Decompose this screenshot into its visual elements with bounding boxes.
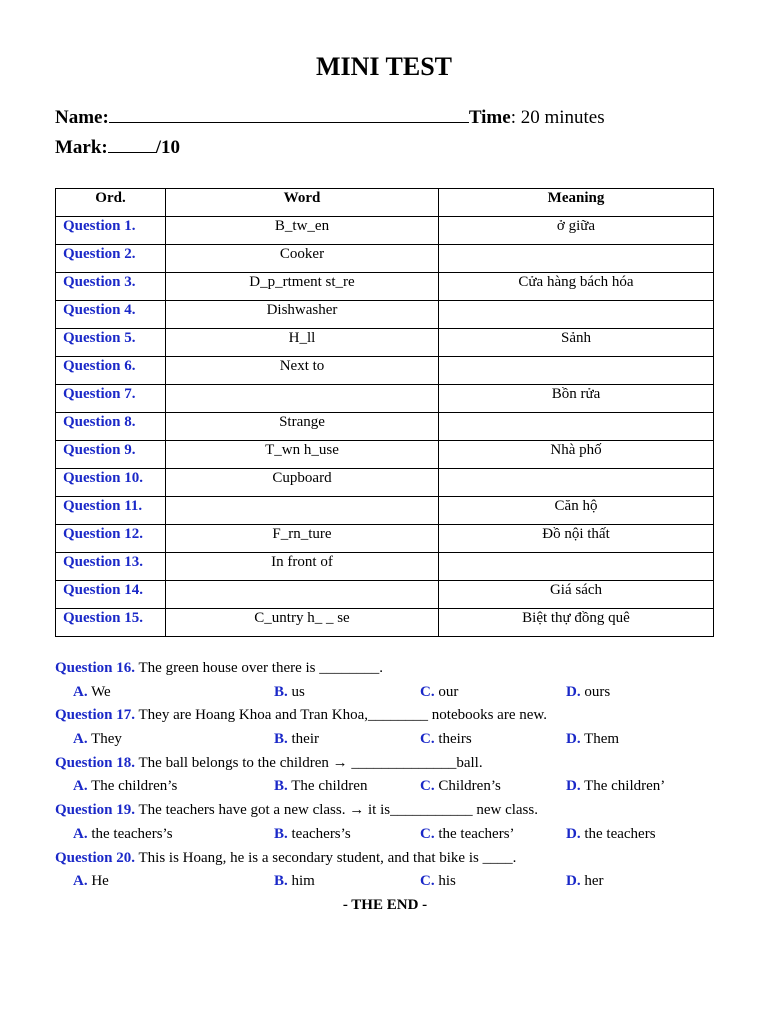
option-text: teachers’s — [287, 825, 351, 842]
option-text: us — [287, 683, 305, 700]
meaning-cell: Bồn rửa — [439, 385, 714, 413]
option-text: Children’s — [434, 778, 501, 795]
question-number: Question 3. — [56, 273, 166, 301]
question-text: The teachers have got a new class. → it is___________ new class. — [135, 802, 538, 819]
question-number: Question 2. — [56, 245, 166, 273]
table-row — [56, 553, 714, 581]
page-title: MINI TEST — [315, 52, 453, 81]
time-label: Time — [468, 107, 511, 128]
option-letter: B. — [274, 825, 288, 842]
time-value: : 20 minutes — [510, 107, 605, 128]
answer-option[interactable] — [566, 870, 604, 894]
answer-option[interactable] — [420, 870, 456, 894]
meaning-cell: Biệt thự đồng quê — [439, 609, 714, 637]
multiple-choice-section — [55, 657, 725, 918]
mark-line — [55, 136, 180, 159]
option-text: her — [580, 873, 604, 890]
option-text: the teachers’ — [434, 825, 515, 842]
option-letter: B. — [274, 778, 288, 795]
meaning-cell: Căn hộ — [439, 497, 714, 525]
option-text: the teachers — [580, 825, 656, 842]
word-cell: F_rn_ture — [166, 525, 439, 553]
meaning-cell: Giá sách — [439, 581, 714, 609]
question-number: Question 9. — [56, 441, 166, 469]
table-row — [56, 329, 714, 357]
question-text: This is Hoang, he is a secondary student, and that bike is ____. — [135, 849, 517, 866]
table-row — [56, 469, 714, 497]
question-number: Question 15. — [56, 609, 166, 637]
word-cell[interactable] — [166, 581, 439, 609]
mark-total: /10 — [155, 137, 181, 158]
word-cell: Cooker — [166, 245, 439, 273]
option-letter: A. — [73, 731, 88, 748]
answer-option[interactable] — [73, 775, 177, 799]
option-text: The children’s — [87, 778, 178, 795]
table-body — [56, 217, 714, 637]
question-line — [55, 657, 725, 681]
option-letter: B. — [274, 731, 288, 748]
table-row — [56, 217, 714, 245]
answer-options — [55, 681, 725, 705]
option-letter: C. — [420, 778, 435, 795]
word-cell: C_untry h_ _ se — [166, 609, 439, 637]
meaning-cell: Sảnh — [439, 329, 714, 357]
word-cell: Cupboard — [166, 469, 439, 497]
option-text: The children’ — [580, 778, 666, 795]
question-text: The green house over there is ________. — [135, 660, 384, 676]
meaning-cell[interactable] — [439, 413, 714, 441]
table-row — [56, 385, 714, 413]
word-cell: Strange — [166, 413, 439, 441]
option-letter: A. — [73, 778, 88, 795]
question-label: Question 19. — [55, 802, 136, 819]
option-letter: D. — [566, 778, 581, 795]
question-label: Question 16. — [55, 660, 136, 676]
option-text: The children — [287, 778, 368, 795]
option-letter: C. — [420, 683, 435, 700]
answer-option[interactable] — [420, 823, 515, 847]
the-end-footer: - THE END - — [342, 896, 428, 913]
word-cell: Dishwasher — [166, 301, 439, 329]
word-cell[interactable] — [166, 497, 439, 525]
word-cell: Next to — [166, 357, 439, 385]
header-ord: Ord. — [56, 189, 166, 217]
question-number: Question 14. — [56, 581, 166, 609]
name-label: Name: — [55, 107, 109, 128]
question-number: Question 13. — [56, 553, 166, 581]
answer-option[interactable] — [566, 728, 619, 752]
word-cell[interactable] — [166, 385, 439, 413]
answer-options — [55, 775, 725, 799]
option-text: his — [434, 873, 456, 890]
meaning-cell: Cửa hàng bách hóa — [439, 273, 714, 301]
option-text: him — [287, 873, 315, 890]
answer-option[interactable] — [274, 870, 315, 894]
meaning-cell[interactable] — [439, 245, 714, 273]
answer-option[interactable] — [73, 728, 122, 752]
vocabulary-table — [55, 188, 714, 637]
question-line — [55, 704, 725, 728]
option-letter: D. — [566, 825, 581, 842]
table-row — [56, 273, 714, 301]
table-row — [56, 609, 714, 637]
name-time-line — [55, 106, 605, 129]
word-cell: T_wn h_use — [166, 441, 439, 469]
answer-options — [55, 870, 725, 894]
answer-option[interactable] — [274, 823, 351, 847]
option-text: Them — [580, 731, 620, 748]
option-text: ours — [580, 683, 611, 700]
meaning-cell[interactable] — [439, 553, 714, 581]
option-letter: C. — [420, 825, 435, 842]
option-text: the teachers’s — [87, 825, 173, 842]
answer-option[interactable] — [73, 870, 109, 894]
table-row — [56, 301, 714, 329]
header-meaning: Meaning — [439, 189, 714, 217]
word-cell: H_ll — [166, 329, 439, 357]
meaning-cell[interactable] — [439, 301, 714, 329]
answer-options — [55, 823, 725, 847]
answer-option[interactable] — [420, 681, 458, 705]
option-text: We — [87, 683, 111, 700]
answer-option[interactable] — [566, 823, 656, 847]
word-cell: In front of — [166, 553, 439, 581]
option-letter: C. — [420, 731, 435, 748]
option-text: theirs — [434, 731, 472, 748]
answer-options — [55, 728, 725, 752]
question-label: Question 20. — [55, 849, 136, 866]
question-number: Question 10. — [56, 469, 166, 497]
table-row — [56, 413, 714, 441]
option-letter: A. — [73, 825, 88, 842]
answer-option[interactable] — [73, 681, 111, 705]
meaning-cell: Đồ nội thất — [439, 525, 714, 553]
answer-option[interactable] — [420, 775, 501, 799]
answer-option[interactable] — [274, 681, 305, 705]
option-letter: D. — [566, 683, 581, 700]
question-number: Question 7. — [56, 385, 166, 413]
option-letter: B. — [274, 873, 288, 890]
mark-label: Mark: — [55, 137, 108, 158]
meaning-cell[interactable] — [439, 469, 714, 497]
header-word: Word — [166, 189, 439, 217]
option-letter: D. — [566, 873, 581, 890]
question-line — [55, 847, 725, 871]
option-letter: B. — [274, 683, 288, 700]
table-header-row — [56, 189, 714, 217]
table-row — [56, 357, 714, 385]
mark-blank[interactable] — [108, 136, 156, 153]
word-cell: B_tw_en — [166, 217, 439, 245]
answer-option[interactable] — [420, 728, 472, 752]
answer-option[interactable] — [274, 728, 319, 752]
question-number: Question 6. — [56, 357, 166, 385]
question-number: Question 1. — [56, 217, 166, 245]
option-letter: A. — [73, 873, 88, 890]
option-text: our — [434, 683, 459, 700]
question-number: Question 5. — [56, 329, 166, 357]
meaning-cell: ở giữa — [439, 217, 714, 245]
name-blank[interactable] — [109, 106, 469, 123]
answer-option[interactable] — [566, 775, 665, 799]
table-row — [56, 245, 714, 273]
meaning-cell: Nhà phố — [439, 441, 714, 469]
option-letter: A. — [73, 683, 88, 700]
meaning-cell[interactable] — [439, 357, 714, 385]
option-text: their — [287, 731, 320, 748]
question-text: The ball belongs to the children → ______________ball. — [135, 754, 483, 771]
option-text: They — [87, 731, 122, 748]
question-number: Question 11. — [56, 497, 166, 525]
option-text: He — [87, 873, 109, 890]
option-letter: C. — [420, 873, 435, 890]
word-cell: D_p_rtment st_re — [166, 273, 439, 301]
answer-option[interactable] — [274, 775, 367, 799]
question-number: Question 12. — [56, 525, 166, 553]
answer-option[interactable] — [73, 823, 173, 847]
table-row — [56, 497, 714, 525]
table-row — [56, 525, 714, 553]
question-line — [55, 752, 725, 776]
answer-option[interactable] — [566, 681, 610, 705]
question-line — [55, 799, 725, 823]
question-number: Question 8. — [56, 413, 166, 441]
question-label: Question 17. — [55, 707, 136, 724]
table-row — [56, 441, 714, 469]
question-label: Question 18. — [55, 754, 136, 771]
question-text: They are Hoang Khoa and Tran Khoa,________ notebooks are new. — [135, 707, 548, 724]
option-letter: D. — [566, 731, 581, 748]
question-number: Question 4. — [56, 301, 166, 329]
table-row — [56, 581, 714, 609]
